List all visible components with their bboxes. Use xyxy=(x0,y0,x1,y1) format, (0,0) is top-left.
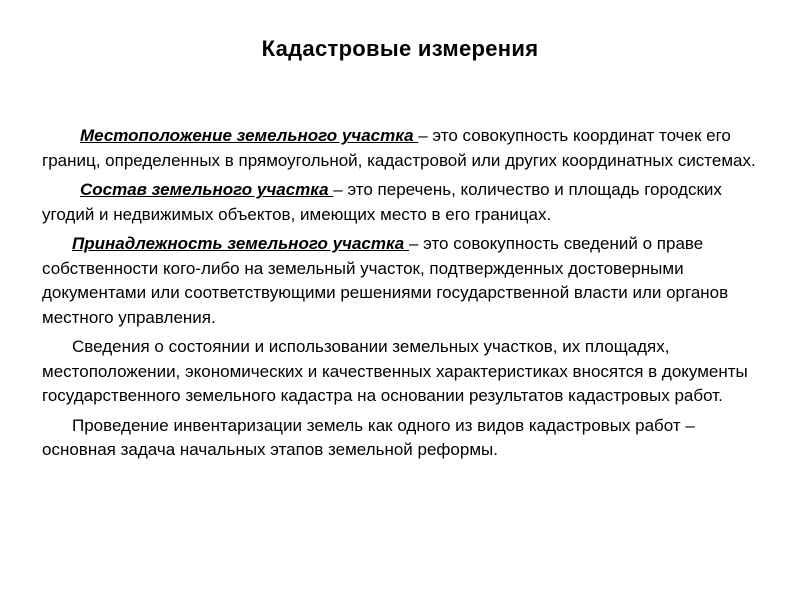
paragraph-inventory: Проведение инвентаризации земель как одного из видов кадастровых работ – основная задача начальных этапов земельной реформы. xyxy=(42,415,695,459)
definition-location: – это совокупность координат точек его границ, определенных в прямоугольной, кадастровой или других координатных системах. xyxy=(42,126,756,170)
slide-title: Кадастровые измерения xyxy=(261,36,539,61)
term-composition: Состав земельного участка xyxy=(80,180,334,199)
paragraph-ownership xyxy=(42,232,758,330)
paragraph-cadastre-info: Сведения о состоянии и использовании земельных участков, их площадях, местоположении, экономических и качественных характеристиках вносятся в документы государственного земельного кадастра на основании результатов кадастровых работ. xyxy=(42,337,748,405)
definition-ownership: – это совокупность сведений о праве собственности кого-либо на земельный участок, подтвержденных достоверными документами или соответствующими решениями государственной власти или органов местного управления. xyxy=(42,234,729,327)
paragraph-composition xyxy=(42,178,758,227)
term-ownership: Принадлежность земельного участка xyxy=(72,234,409,253)
paragraph-location xyxy=(42,124,758,173)
definition-composition: – это перечень, количество и площадь городских угодий и недвижимых объектов, имеющих место в его границах. xyxy=(42,180,722,224)
term-location: Местоположение земельного участка xyxy=(80,126,419,145)
slide-body xyxy=(42,124,758,468)
